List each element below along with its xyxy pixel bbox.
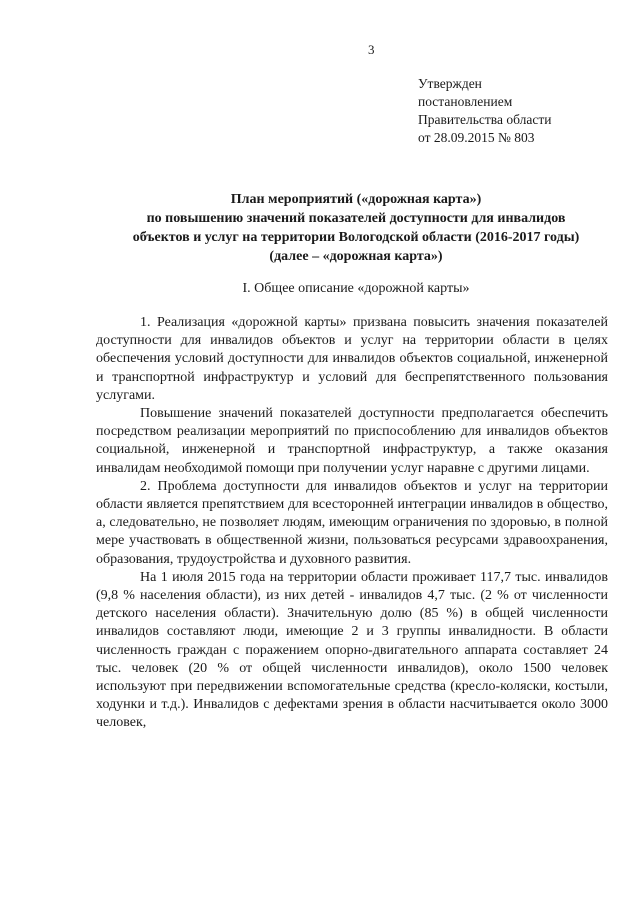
body-text (96, 314, 608, 733)
approval-line: постановлением (418, 94, 513, 109)
paragraph: Повышение значений показателей доступности предполагается обеспечить посредством реализации мероприятий по приспособлению для инвалидов объектов социальной, инженерной и транспортной инфраструктур, а также оказания инвалидам необходимой помощи при получении услуг наравне с другими лицами. (96, 406, 608, 476)
title-line: (далее – «дорожная карта») (269, 249, 443, 264)
approval-line: Утвержден (418, 76, 482, 91)
paragraph: 1. Реализация «дорожной карты» призвана повысить значения показателей доступности для инвалидов объектов и услуг на территории области в целях обеспечения условий доступности для инвалидов объектов социальной, инженерной и транспортной инфраструктур и условий для беспрепятственного пользования услугами. (96, 315, 608, 403)
approval-line: Правительства области (418, 112, 552, 127)
title-line: объектов и услуг на территории Вологодской области (2016-2017 годы) (132, 230, 580, 245)
title-line: План мероприятий («дорожная карта») (230, 192, 482, 207)
paragraph: На 1 июля 2015 года на территории области проживает 117,7 тыс. инвалидов (9,8 % населения области), из них детей - инвалидов 4,7 тыс. (2 % от численности детского населения области). Значительную долю (85 %) в общей численности инвалидов составляют люди, имеющие 2 и 3 группы инвалидности. В области численность граждан с поражением опорно-двигательного аппарата составляет 24 тыс. человек (20 % от общей численности инвалидов), около 1500 человек используют при передвижении вспомогательные средства (кресло-коляски, костыли, ходунки и т.д.). Инвалидов с дефектами зрения в области насчитывается около 3000 человек, (96, 569, 608, 731)
approval-stamp (418, 75, 551, 147)
document-title (96, 190, 616, 266)
paragraph: 2. Проблема доступности для инвалидов объектов и услуг на территории области является препятствием для всесторонней интеграции инвалидов в общество, а, следовательно, не позволяет людям, имеющим ограничения по здоровью, в полной мере участвовать в общественной жизни, пользоваться ресурсами здравоохранения, образования, трудоустройства и духовного развития. (96, 478, 608, 567)
section-heading: I. Общее описание «дорожной карты» (242, 281, 470, 296)
page-number: 3 (368, 42, 375, 57)
approval-line: от 28.09.2015 № 803 (418, 130, 535, 145)
title-line: по повышению значений показателей доступности для инвалидов (146, 211, 566, 226)
